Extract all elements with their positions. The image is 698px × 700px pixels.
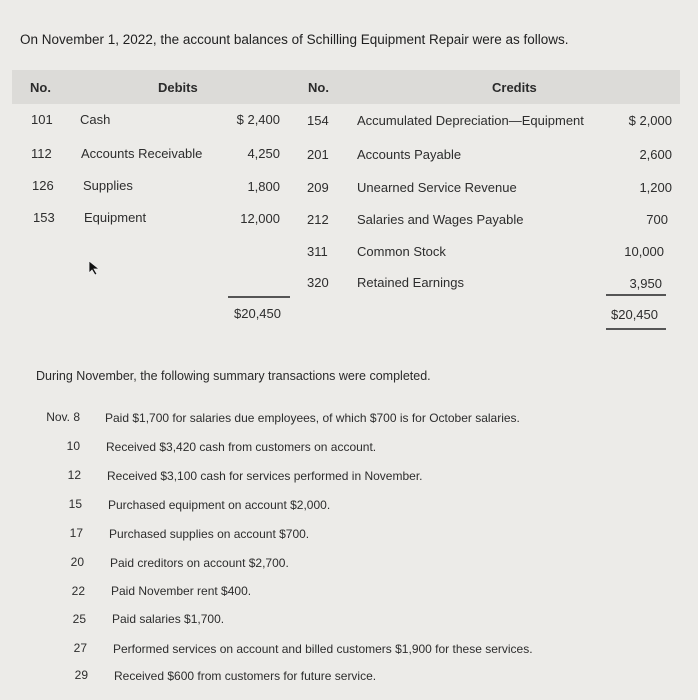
transaction-text: Received $3,420 cash from customers on account. — [106, 440, 377, 454]
debit-total-rule — [228, 296, 290, 298]
account-name: Supplies — [83, 178, 133, 193]
transaction-text: Paid salaries $1,700. — [112, 612, 225, 626]
account-number: 126 — [32, 178, 54, 193]
transaction-date: 17 — [69, 526, 83, 540]
account-name: Unearned Service Revenue — [357, 180, 517, 195]
transaction-date: 22 — [71, 584, 85, 598]
credits-header: Credits — [492, 80, 537, 95]
debit-no-header: No. — [30, 80, 51, 95]
account-amount: 1,200 — [639, 180, 672, 195]
transaction-text: Performed services on account and billed customers $1,900 for these services. — [113, 642, 533, 656]
debits-header: Debits — [158, 80, 198, 95]
account-name: Salaries and Wages Payable — [357, 212, 524, 227]
account-name: Equipment — [84, 210, 147, 225]
account-number: 209 — [307, 180, 329, 195]
account-amount: $ 2,000 — [628, 113, 672, 128]
transaction-date: 25 — [72, 612, 86, 626]
transaction-date: 29 — [74, 668, 88, 682]
account-number: 212 — [307, 212, 329, 227]
account-amount: 2,600 — [639, 147, 672, 162]
account-name: Retained Earnings — [357, 275, 464, 290]
account-number: 201 — [307, 147, 329, 162]
account-number: 320 — [307, 275, 329, 290]
account-amount: 3,950 — [629, 276, 662, 291]
transaction-date: 12 — [67, 468, 81, 482]
transaction-text: Purchased equipment on account $2,000. — [108, 498, 331, 512]
account-number: 154 — [307, 113, 329, 128]
transaction-date: 10 — [66, 439, 80, 453]
account-amount: 1,800 — [247, 179, 280, 194]
account-number: 153 — [33, 210, 55, 225]
transaction-date: 27 — [73, 641, 87, 655]
transaction-date: 15 — [68, 497, 82, 511]
account-name: Cash — [80, 112, 111, 127]
debit-total: $20,450 — [234, 306, 281, 321]
account-name: Accounts Receivable — [81, 146, 203, 161]
transaction-date: 20 — [70, 555, 84, 569]
account-number: 101 — [31, 112, 53, 127]
account-number: 311 — [307, 244, 328, 259]
transaction-text: Paid creditors on account $2,700. — [110, 556, 289, 570]
credit-no-header: No. — [308, 80, 329, 95]
account-amount: 700 — [646, 212, 668, 227]
credit-total-rule — [606, 294, 666, 296]
account-amount: 12,000 — [240, 211, 280, 226]
account-name: Common Stock — [357, 244, 446, 259]
transaction-text: Paid $1,700 for salaries due employees, of which $700 is for October salaries. — [105, 411, 520, 425]
credit-total-underline — [606, 328, 666, 330]
transaction-text: Received $600 from customers for future service. — [114, 669, 377, 683]
transactions-intro: During November, the following summary transactions were completed. — [36, 369, 431, 383]
table-header — [12, 70, 680, 104]
account-amount: 10,000 — [624, 244, 664, 259]
account-name: Accumulated Depreciation—Equipment — [357, 113, 584, 128]
credit-total: $20,450 — [611, 307, 658, 322]
transaction-text: Paid November rent $400. — [111, 584, 252, 598]
cursor-icon — [88, 260, 102, 276]
account-amount: $ 2,400 — [236, 112, 280, 127]
account-amount: 4,250 — [247, 146, 280, 161]
account-name: Accounts Payable — [357, 147, 462, 162]
transaction-text: Received $3,100 cash for services performed in November. — [107, 469, 423, 483]
intro-text: On November 1, 2022, the account balances of Schilling Equipment Repair were as follows. — [20, 32, 569, 47]
transaction-date: Nov. 8 — [46, 410, 80, 424]
transaction-text: Purchased supplies on account $700. — [109, 527, 310, 541]
account-number: 112 — [31, 146, 52, 161]
